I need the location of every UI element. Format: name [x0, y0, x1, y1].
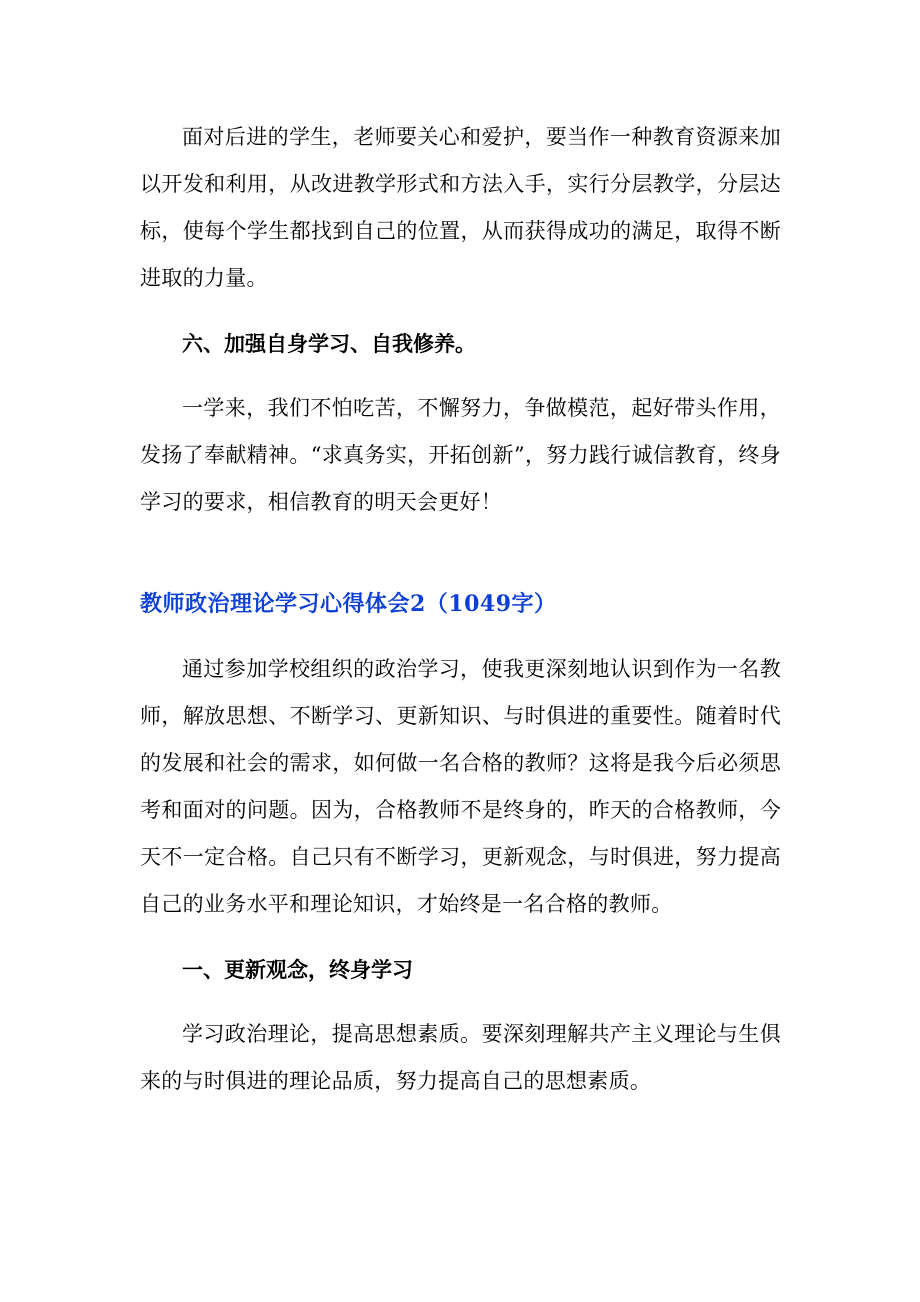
paragraph-dedication: 一学来，我们不怕吃苦，不懈努力，争做模范，起好带头作用，发扬了奉献精神。“求真务实，开拓创新”，努力践行诚信教育，终身学习的要求，相信教育的明天会更好！ — [140, 396, 781, 514]
spacer — [140, 367, 781, 385]
paragraph-political-theory: 学习政治理论，提高思想素质。要深刻理解共产主义理论与生俱来的与时俱进的理论品质，努力提高自己的思想素质。 — [140, 1022, 781, 1093]
paragraph-underachievers: 面对后进的学生，老师要关心和爱护，要当作一种教育资源来加以开发和利用，从改进教学形式和方法入手，实行分层教学，分层达标，使每个学生都找到自己的位置，从而获得成功的满足，取得不断进取的力量。 — [140, 125, 781, 290]
section-heading-one: 一、更新观念，终身学习 — [182, 957, 413, 982]
document-page — [140, 114, 781, 1105]
paragraph-introduction: 通过参加学校组织的政治学习，使我更深刻地认识到作为一名教师，解放思想、不断学习、更新知识、与时俱进的重要性。随着时代的发展和社会的需求，如何做一名合格的教师？这将是我今后必须思考和面对的问题。因为，合格教师不是终身的，昨天的合格教师，今天不一定合格。自己只有不断学习，更新观念，与时俱进，努力提高自己的业务水平和理论知识，才始终是一名合格的教师。 — [140, 657, 781, 916]
spacer — [140, 993, 781, 1011]
section-heading-six: 六、加强自身学习、自我修养。 — [182, 331, 476, 356]
spacer — [140, 628, 781, 646]
spacer — [140, 928, 781, 946]
article-title: 教师政治理论学习心得体会2（1049字） — [140, 591, 557, 617]
spacer — [140, 302, 781, 320]
spacer — [140, 526, 781, 581]
